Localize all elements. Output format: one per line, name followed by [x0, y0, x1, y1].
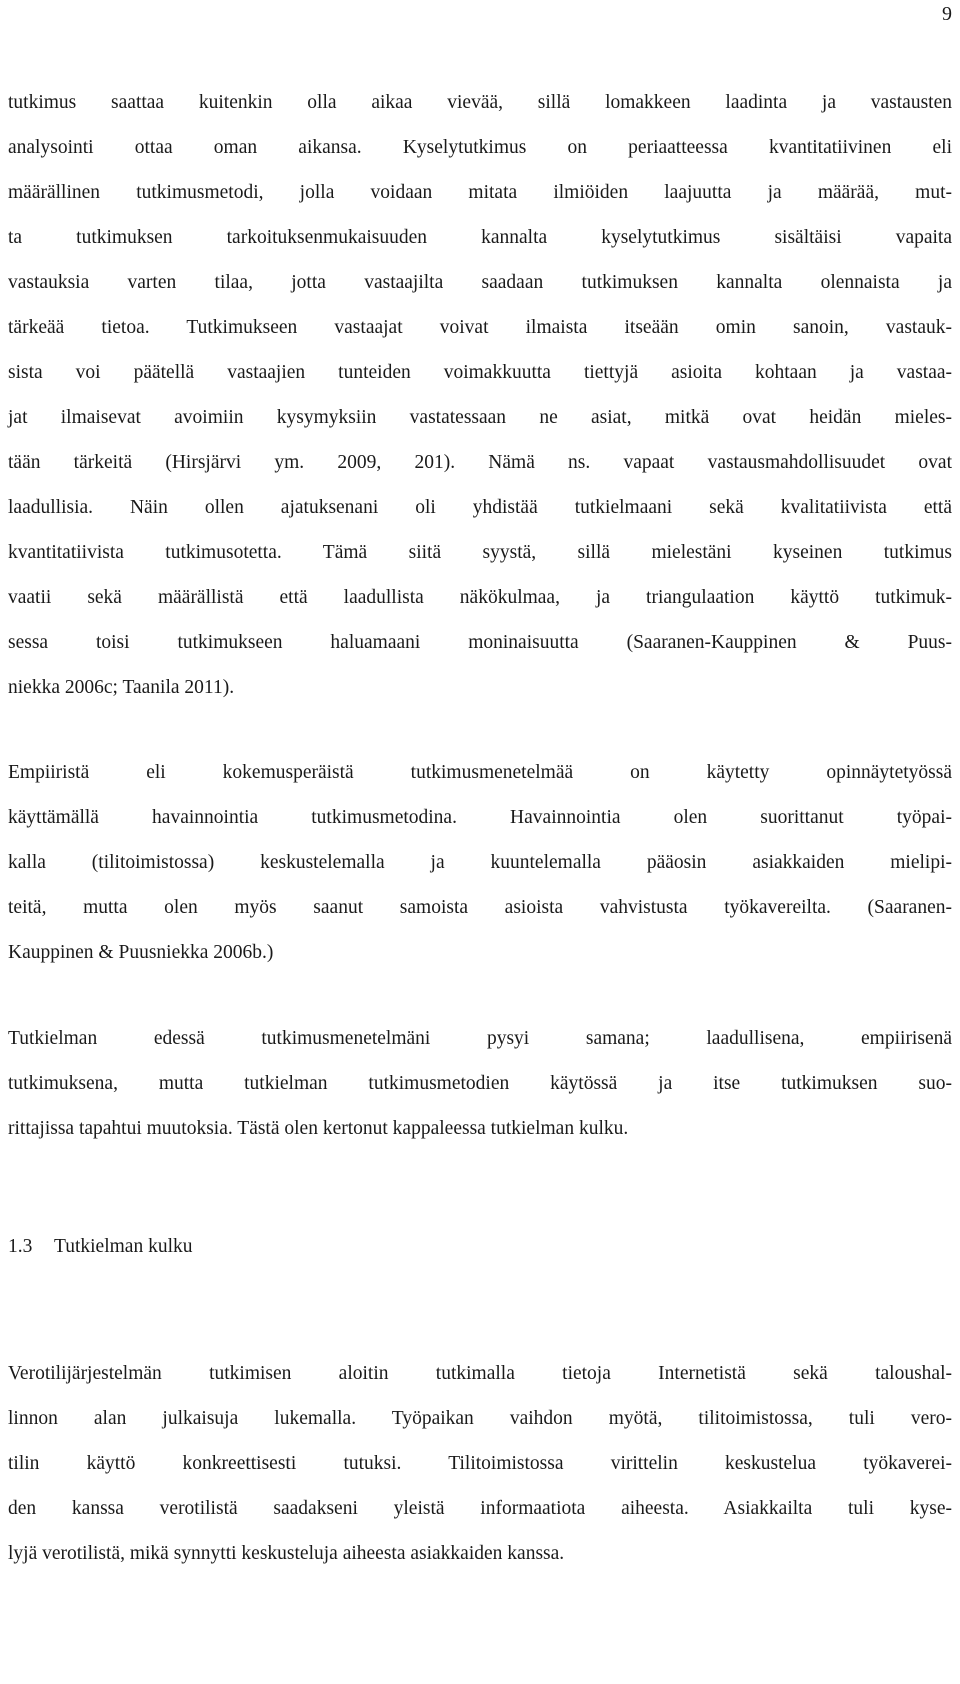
- text-line: kvantitatiivista tutkimusotetta. Tämä siitä syystä, sillä mielestäni kyseinen tutkimus: [8, 542, 952, 563]
- text-line: määrällinen tutkimusmetodi, jolla voidaan mitata ilmiöiden laajuutta ja määrää, mut-: [8, 182, 952, 203]
- text-line: tutkimuksena, mutta tutkielman tutkimusmetodien käytössä ja itse tutkimuksen suo-: [8, 1073, 952, 1094]
- text-line: linnon alan julkaisuja lukemalla. Työpaikan vaihdon myötä, tilitoimistossa, tuli vero-: [8, 1408, 952, 1429]
- text-line: rittajissa tapahtui muutoksia. Tästä olen kertonut kappaleessa tutkielman kulku.: [8, 1118, 629, 1139]
- text-line: vaatii sekä määrällistä että laadullista näkökulmaa, ja triangulaation käyttö tutkimuk-: [8, 587, 952, 608]
- text-line: laadullisia. Näin ollen ajatuksenani oli yhdistää tutkielmaani sekä kvalitatiivista että: [8, 497, 952, 518]
- section-heading: [8, 1235, 193, 1259]
- text-line: jat ilmaisevat avoimiin kysymyksiin vastatessaan ne asiat, mitkä ovat heidän mieles-: [8, 407, 952, 428]
- section-title: Tutkielman kulku: [54, 1236, 193, 1257]
- text-line: lyjä verotilistä, mikä synnytti keskusteluja aiheesta asiakkaiden kanssa.: [8, 1543, 565, 1564]
- text-line: teitä, mutta olen myös saanut samoista asioista vahvistusta työkavereilta. (Saaranen-: [8, 897, 952, 918]
- text-line: sessa toisi tutkimukseen haluamaani moninaisuutta (Saaranen-Kauppinen & Puus-: [8, 632, 952, 653]
- text-line: vastauksia varten tilaa, jotta vastaajilta saadaan tutkimuksen kannalta olennaista ja: [8, 272, 952, 293]
- text-line: käyttämällä havainnointia tutkimusmetodina. Havainnointia olen suorittanut työpai-: [8, 807, 952, 828]
- text-line: tilin käyttö konkreettisesti tutuksi. Tilitoimistossa virittelin keskustelua työkaverei-: [8, 1453, 952, 1474]
- text-line: tärkeää tietoa. Tutkimukseen vastaajat voivat ilmaista itseään omin sanoin, vastauk-: [8, 317, 952, 338]
- text-line: sista voi päätellä vastaajien tunteiden voimakkuutta tiettyjä asioita kohtaan ja vastaa-: [8, 362, 952, 383]
- text-line: Kauppinen & Puusniekka 2006b.): [8, 942, 274, 963]
- page-number: 9: [942, 3, 952, 25]
- text-line: analysointi ottaa oman aikansa. Kyselytutkimus on periaatteessa kvantitatiivinen eli: [8, 137, 952, 158]
- text-line: ta tutkimuksen tarkoituksenmukaisuuden kannalta kyselytutkimus sisältäisi vapaita: [8, 227, 952, 248]
- text-line: tään tärkeitä (Hirsjärvi ym. 2009, 201). Nämä ns. vapaat vastausmahdollisuudet ovat: [8, 452, 952, 473]
- section-number: 1.3: [8, 1236, 33, 1257]
- text-line: den kanssa verotilistä saadakseni yleistä informaatiota aiheesta. Asiakkailta tuli kyse-: [8, 1498, 952, 1519]
- text-line: tutkimus saattaa kuitenkin olla aikaa vievää, sillä lomakkeen laadinta ja vastausten: [8, 92, 952, 113]
- text-line: niekka 2006c; Taanila 2011).: [8, 677, 235, 698]
- text-line: Verotilijärjestelmän tutkimisen aloitin tutkimalla tietoja Internetistä sekä taloushal-: [8, 1363, 952, 1384]
- text-line: kalla (tilitoimistossa) keskustelemalla ja kuuntelemalla pääosin asiakkaiden mielipi-: [8, 852, 952, 873]
- text-line: Tutkielman edessä tutkimusmenetelmäni pysyi samana; laadullisena, empiirisenä: [8, 1028, 952, 1049]
- text-line: Empiiristä eli kokemusperäistä tutkimusmenetelmää on käytetty opinnäytetyössä: [8, 762, 952, 783]
